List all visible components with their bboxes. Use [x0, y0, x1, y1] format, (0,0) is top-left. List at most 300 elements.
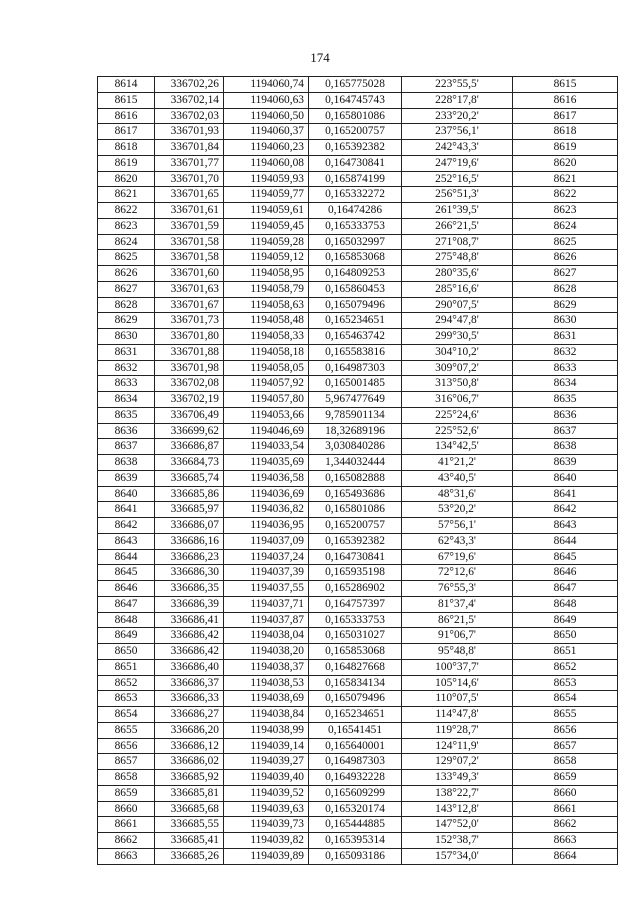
- x-coordinate-cell: 336686,33: [155, 691, 224, 707]
- table-row: [98, 549, 618, 565]
- x-coordinate-cell: 336701,58: [155, 234, 224, 250]
- table-row: [98, 612, 618, 628]
- y-coordinate-cell: 1194036,69: [224, 486, 309, 502]
- distance-cell: 0,165609299: [309, 785, 402, 801]
- direction-angle-cell: 285°16,6': [402, 281, 513, 297]
- x-coordinate-cell: 336686,87: [155, 439, 224, 455]
- y-coordinate-cell: 1194057,92: [224, 376, 309, 392]
- point-number-cell: 8636: [98, 423, 155, 439]
- next-point-cell: 8663: [513, 833, 618, 849]
- distance-cell: 0,165463742: [309, 329, 402, 345]
- next-point-cell: 8624: [513, 218, 618, 234]
- point-number-cell: 8628: [98, 297, 155, 313]
- x-coordinate-cell: 336684,73: [155, 455, 224, 471]
- x-coordinate-cell: 336701,84: [155, 140, 224, 156]
- next-point-cell: 8647: [513, 581, 618, 597]
- direction-angle-cell: 237°56,1': [402, 124, 513, 140]
- distance-cell: 0,165200757: [309, 518, 402, 534]
- direction-angle-cell: 309°07,2': [402, 360, 513, 376]
- table-row: [98, 360, 618, 376]
- y-coordinate-cell: 1194060,23: [224, 140, 309, 156]
- distance-cell: 0,165079496: [309, 691, 402, 707]
- distance-cell: 0,165801086: [309, 502, 402, 518]
- direction-angle-cell: 225°52,6': [402, 423, 513, 439]
- x-coordinate-cell: 336701,77: [155, 155, 224, 171]
- distance-cell: 0,164745743: [309, 92, 402, 108]
- next-point-cell: 8615: [513, 77, 618, 93]
- next-point-cell: 8616: [513, 92, 618, 108]
- y-coordinate-cell: 1194039,27: [224, 754, 309, 770]
- next-point-cell: 8622: [513, 187, 618, 203]
- table-row: [98, 423, 618, 439]
- next-point-cell: 8650: [513, 628, 618, 644]
- y-coordinate-cell: 1194038,37: [224, 659, 309, 675]
- distance-cell: 0,164987303: [309, 360, 402, 376]
- y-coordinate-cell: 1194053,66: [224, 407, 309, 423]
- point-number-cell: 8625: [98, 250, 155, 266]
- point-number-cell: 8642: [98, 518, 155, 534]
- direction-angle-cell: 290°07,5': [402, 297, 513, 313]
- direction-angle-cell: 247°19,6': [402, 155, 513, 171]
- distance-cell: 0,165583816: [309, 344, 402, 360]
- table-row: [98, 628, 618, 644]
- table-row: [98, 770, 618, 786]
- next-point-cell: 8640: [513, 470, 618, 486]
- next-point-cell: 8642: [513, 502, 618, 518]
- table-row: [98, 644, 618, 660]
- x-coordinate-cell: 336702,26: [155, 77, 224, 93]
- point-number-cell: 8650: [98, 644, 155, 660]
- distance-cell: 0,164730841: [309, 155, 402, 171]
- distance-cell: 1,344032444: [309, 455, 402, 471]
- x-coordinate-cell: 336701,59: [155, 218, 224, 234]
- y-coordinate-cell: 1194058,95: [224, 266, 309, 282]
- point-number-cell: 8640: [98, 486, 155, 502]
- direction-angle-cell: 316°06,7': [402, 392, 513, 408]
- x-coordinate-cell: 336686,23: [155, 549, 224, 565]
- next-point-cell: 8657: [513, 738, 618, 754]
- point-number-cell: 8627: [98, 281, 155, 297]
- y-coordinate-cell: 1194036,82: [224, 502, 309, 518]
- distance-cell: 0,165640001: [309, 738, 402, 754]
- x-coordinate-cell: 336701,98: [155, 360, 224, 376]
- point-number-cell: 8618: [98, 140, 155, 156]
- y-coordinate-cell: 1194037,39: [224, 565, 309, 581]
- table-row: [98, 171, 618, 187]
- table-row: [98, 155, 618, 171]
- point-number-cell: 8621: [98, 187, 155, 203]
- distance-cell: 0,165031027: [309, 628, 402, 644]
- x-coordinate-cell: 336706,49: [155, 407, 224, 423]
- x-coordinate-cell: 336686,35: [155, 581, 224, 597]
- y-coordinate-cell: 1194037,55: [224, 581, 309, 597]
- x-coordinate-cell: 336686,41: [155, 612, 224, 628]
- point-number-cell: 8641: [98, 502, 155, 518]
- distance-cell: 0,165200757: [309, 124, 402, 140]
- direction-angle-cell: 252°16,5': [402, 171, 513, 187]
- direction-angle-cell: 233°20,2': [402, 108, 513, 124]
- table-row: [98, 218, 618, 234]
- next-point-cell: 8653: [513, 675, 618, 691]
- point-number-cell: 8626: [98, 266, 155, 282]
- point-number-cell: 8652: [98, 675, 155, 691]
- distance-cell: 0,165234651: [309, 707, 402, 723]
- next-point-cell: 8644: [513, 533, 618, 549]
- y-coordinate-cell: 1194039,63: [224, 801, 309, 817]
- y-coordinate-cell: 1194039,40: [224, 770, 309, 786]
- x-coordinate-cell: 336685,92: [155, 770, 224, 786]
- y-coordinate-cell: 1194033,54: [224, 439, 309, 455]
- table-row: [98, 297, 618, 313]
- table-row: [98, 785, 618, 801]
- x-coordinate-cell: 336701,63: [155, 281, 224, 297]
- distance-cell: 0,165332272: [309, 187, 402, 203]
- x-coordinate-cell: 336702,08: [155, 376, 224, 392]
- table-row: [98, 691, 618, 707]
- next-point-cell: 8637: [513, 423, 618, 439]
- next-point-cell: 8661: [513, 801, 618, 817]
- point-number-cell: 8655: [98, 722, 155, 738]
- next-point-cell: 8626: [513, 250, 618, 266]
- y-coordinate-cell: 1194059,12: [224, 250, 309, 266]
- distance-cell: 0,16474286: [309, 203, 402, 219]
- table-row: [98, 596, 618, 612]
- distance-cell: 0,165234651: [309, 313, 402, 329]
- distance-cell: 0,164932228: [309, 770, 402, 786]
- distance-cell: 0,165860453: [309, 281, 402, 297]
- direction-angle-cell: 242°43,3': [402, 140, 513, 156]
- table-row: [98, 754, 618, 770]
- distance-cell: 0,164987303: [309, 754, 402, 770]
- distance-cell: 0,165082888: [309, 470, 402, 486]
- x-coordinate-cell: 336686,42: [155, 644, 224, 660]
- y-coordinate-cell: 1194057,80: [224, 392, 309, 408]
- distance-cell: 0,165392382: [309, 533, 402, 549]
- next-point-cell: 8649: [513, 612, 618, 628]
- table-row: [98, 518, 618, 534]
- x-coordinate-cell: 336702,14: [155, 92, 224, 108]
- distance-cell: 0,165775028: [309, 77, 402, 93]
- x-coordinate-cell: 336686,16: [155, 533, 224, 549]
- direction-angle-cell: 43°40,5': [402, 470, 513, 486]
- x-coordinate-cell: 336685,41: [155, 833, 224, 849]
- point-number-cell: 8631: [98, 344, 155, 360]
- direction-angle-cell: 134°42,5': [402, 439, 513, 455]
- y-coordinate-cell: 1194059,93: [224, 171, 309, 187]
- point-number-cell: 8657: [98, 754, 155, 770]
- table-row: [98, 455, 618, 471]
- y-coordinate-cell: 1194059,61: [224, 203, 309, 219]
- point-number-cell: 8651: [98, 659, 155, 675]
- y-coordinate-cell: 1194060,37: [224, 124, 309, 140]
- direction-angle-cell: 223°55,5': [402, 77, 513, 93]
- table-row: [98, 313, 618, 329]
- x-coordinate-cell: 336686,20: [155, 722, 224, 738]
- x-coordinate-cell: 336686,42: [155, 628, 224, 644]
- y-coordinate-cell: 1194038,04: [224, 628, 309, 644]
- x-coordinate-cell: 336686,27: [155, 707, 224, 723]
- point-number-cell: 8617: [98, 124, 155, 140]
- x-coordinate-cell: 336701,58: [155, 250, 224, 266]
- distance-cell: 5,967477649: [309, 392, 402, 408]
- table-row: [98, 407, 618, 423]
- point-number-cell: 8647: [98, 596, 155, 612]
- table-row: [98, 124, 618, 140]
- distance-cell: 0,165853068: [309, 250, 402, 266]
- table-row: [98, 250, 618, 266]
- y-coordinate-cell: 1194060,74: [224, 77, 309, 93]
- y-coordinate-cell: 1194036,95: [224, 518, 309, 534]
- point-number-cell: 8632: [98, 360, 155, 376]
- next-point-cell: 8618: [513, 124, 618, 140]
- distance-cell: 0,165853068: [309, 644, 402, 660]
- x-coordinate-cell: 336685,26: [155, 848, 224, 864]
- x-coordinate-cell: 336701,67: [155, 297, 224, 313]
- direction-angle-cell: 105°14,6': [402, 675, 513, 691]
- y-coordinate-cell: 1194035,69: [224, 455, 309, 471]
- point-number-cell: 8629: [98, 313, 155, 329]
- next-point-cell: 8631: [513, 329, 618, 345]
- table-row: [98, 266, 618, 282]
- next-point-cell: 8621: [513, 171, 618, 187]
- direction-angle-cell: 81°37,4': [402, 596, 513, 612]
- next-point-cell: 8645: [513, 549, 618, 565]
- table-body: [98, 77, 618, 865]
- point-number-cell: 8616: [98, 108, 155, 124]
- next-point-cell: 8634: [513, 376, 618, 392]
- next-point-cell: 8638: [513, 439, 618, 455]
- point-number-cell: 8662: [98, 833, 155, 849]
- table-row: [98, 234, 618, 250]
- x-coordinate-cell: 336685,74: [155, 470, 224, 486]
- distance-cell: 0,165392382: [309, 140, 402, 156]
- page-number: 174: [310, 50, 330, 65]
- x-coordinate-cell: 336702,03: [155, 108, 224, 124]
- next-point-cell: 8628: [513, 281, 618, 297]
- x-coordinate-cell: 336686,37: [155, 675, 224, 691]
- distance-cell: 0,164827668: [309, 659, 402, 675]
- direction-angle-cell: 100°37,7': [402, 659, 513, 675]
- x-coordinate-cell: 336686,07: [155, 518, 224, 534]
- table-row: [98, 707, 618, 723]
- y-coordinate-cell: 1194039,82: [224, 833, 309, 849]
- x-coordinate-cell: 336701,65: [155, 187, 224, 203]
- direction-angle-cell: 95°48,8': [402, 644, 513, 660]
- direction-angle-cell: 313°50,8': [402, 376, 513, 392]
- table-row: [98, 329, 618, 345]
- y-coordinate-cell: 1194060,63: [224, 92, 309, 108]
- x-coordinate-cell: 336685,68: [155, 801, 224, 817]
- distance-cell: 0,165093186: [309, 848, 402, 864]
- point-number-cell: 8648: [98, 612, 155, 628]
- x-coordinate-cell: 336699,62: [155, 423, 224, 439]
- coordinates-table: [97, 76, 618, 865]
- point-number-cell: 8623: [98, 218, 155, 234]
- direction-angle-cell: 280°35,6': [402, 266, 513, 282]
- y-coordinate-cell: 1194038,53: [224, 675, 309, 691]
- y-coordinate-cell: 1194058,48: [224, 313, 309, 329]
- y-coordinate-cell: 1194038,99: [224, 722, 309, 738]
- direction-angle-cell: 124°11,9': [402, 738, 513, 754]
- table-row: [98, 675, 618, 691]
- table-row: [98, 801, 618, 817]
- distance-cell: 0,165801086: [309, 108, 402, 124]
- direction-angle-cell: 275°48,8': [402, 250, 513, 266]
- direction-angle-cell: 228°17,8': [402, 92, 513, 108]
- table-row: [98, 581, 618, 597]
- next-point-cell: 8664: [513, 848, 618, 864]
- point-number-cell: 8659: [98, 785, 155, 801]
- table-row: [98, 533, 618, 549]
- distance-cell: 0,164757397: [309, 596, 402, 612]
- distance-cell: 0,16541451: [309, 722, 402, 738]
- distance-cell: 9,785901134: [309, 407, 402, 423]
- direction-angle-cell: 271°08,7': [402, 234, 513, 250]
- y-coordinate-cell: 1194046,69: [224, 423, 309, 439]
- next-point-cell: 8660: [513, 785, 618, 801]
- table-row: [98, 392, 618, 408]
- next-point-cell: 8636: [513, 407, 618, 423]
- next-point-cell: 8643: [513, 518, 618, 534]
- table-row: [98, 659, 618, 675]
- point-number-cell: 8639: [98, 470, 155, 486]
- next-point-cell: 8620: [513, 155, 618, 171]
- next-point-cell: 8641: [513, 486, 618, 502]
- y-coordinate-cell: 1194058,79: [224, 281, 309, 297]
- point-number-cell: 8637: [98, 439, 155, 455]
- next-point-cell: 8648: [513, 596, 618, 612]
- x-coordinate-cell: 336685,97: [155, 502, 224, 518]
- y-coordinate-cell: 1194036,58: [224, 470, 309, 486]
- x-coordinate-cell: 336685,86: [155, 486, 224, 502]
- next-point-cell: 8651: [513, 644, 618, 660]
- point-number-cell: 8622: [98, 203, 155, 219]
- next-point-cell: 8617: [513, 108, 618, 124]
- next-point-cell: 8629: [513, 297, 618, 313]
- point-number-cell: 8661: [98, 817, 155, 833]
- point-number-cell: 8663: [98, 848, 155, 864]
- distance-cell: 0,165333753: [309, 218, 402, 234]
- direction-angle-cell: 133°49,3': [402, 770, 513, 786]
- table-row: [98, 140, 618, 156]
- next-point-cell: 8627: [513, 266, 618, 282]
- next-point-cell: 8619: [513, 140, 618, 156]
- y-coordinate-cell: 1194058,05: [224, 360, 309, 376]
- table-row: [98, 848, 618, 864]
- x-coordinate-cell: 336701,80: [155, 329, 224, 345]
- distance-cell: 3,030840286: [309, 439, 402, 455]
- direction-angle-cell: 143°12,8': [402, 801, 513, 817]
- y-coordinate-cell: 1194059,77: [224, 187, 309, 203]
- x-coordinate-cell: 336686,39: [155, 596, 224, 612]
- y-coordinate-cell: 1194038,20: [224, 644, 309, 660]
- point-number-cell: 8653: [98, 691, 155, 707]
- point-number-cell: 8614: [98, 77, 155, 93]
- point-number-cell: 8630: [98, 329, 155, 345]
- x-coordinate-cell: 336701,73: [155, 313, 224, 329]
- direction-angle-cell: 62°43,3': [402, 533, 513, 549]
- point-number-cell: 8646: [98, 581, 155, 597]
- y-coordinate-cell: 1194058,33: [224, 329, 309, 345]
- y-coordinate-cell: 1194058,63: [224, 297, 309, 313]
- y-coordinate-cell: 1194059,28: [224, 234, 309, 250]
- x-coordinate-cell: 336686,12: [155, 738, 224, 754]
- point-number-cell: 8656: [98, 738, 155, 754]
- y-coordinate-cell: 1194037,09: [224, 533, 309, 549]
- y-coordinate-cell: 1194038,69: [224, 691, 309, 707]
- next-point-cell: 8654: [513, 691, 618, 707]
- x-coordinate-cell: 336701,60: [155, 266, 224, 282]
- next-point-cell: 8646: [513, 565, 618, 581]
- distance-cell: 0,165444885: [309, 817, 402, 833]
- table-row: [98, 738, 618, 754]
- direction-angle-cell: 147°52,0': [402, 817, 513, 833]
- point-number-cell: 8660: [98, 801, 155, 817]
- next-point-cell: 8656: [513, 722, 618, 738]
- y-coordinate-cell: 1194039,52: [224, 785, 309, 801]
- direction-angle-cell: 119°28,7': [402, 722, 513, 738]
- point-number-cell: 8644: [98, 549, 155, 565]
- point-number-cell: 8649: [98, 628, 155, 644]
- point-number-cell: 8634: [98, 392, 155, 408]
- direction-angle-cell: 114°47,8': [402, 707, 513, 723]
- point-number-cell: 8654: [98, 707, 155, 723]
- x-coordinate-cell: 336685,81: [155, 785, 224, 801]
- next-point-cell: 8632: [513, 344, 618, 360]
- table-row: [98, 833, 618, 849]
- x-coordinate-cell: 336686,30: [155, 565, 224, 581]
- y-coordinate-cell: 1194060,08: [224, 155, 309, 171]
- distance-cell: 0,165493686: [309, 486, 402, 502]
- table-row: [98, 439, 618, 455]
- direction-angle-cell: 48°31,6': [402, 486, 513, 502]
- distance-cell: 0,165935198: [309, 565, 402, 581]
- direction-angle-cell: 299°30,5': [402, 329, 513, 345]
- distance-cell: 0,164809253: [309, 266, 402, 282]
- distance-cell: 18,32689196: [309, 423, 402, 439]
- point-number-cell: 8645: [98, 565, 155, 581]
- y-coordinate-cell: 1194059,45: [224, 218, 309, 234]
- x-coordinate-cell: 336686,02: [155, 754, 224, 770]
- y-coordinate-cell: 1194037,24: [224, 549, 309, 565]
- direction-angle-cell: 129°07,2': [402, 754, 513, 770]
- point-number-cell: 8619: [98, 155, 155, 171]
- table-row: [98, 203, 618, 219]
- x-coordinate-cell: 336701,93: [155, 124, 224, 140]
- point-number-cell: 8624: [98, 234, 155, 250]
- next-point-cell: 8639: [513, 455, 618, 471]
- direction-angle-cell: 304°10,2': [402, 344, 513, 360]
- table-row: [98, 376, 618, 392]
- next-point-cell: 8662: [513, 817, 618, 833]
- next-point-cell: 8659: [513, 770, 618, 786]
- table-row: [98, 281, 618, 297]
- direction-angle-cell: 261°39,5': [402, 203, 513, 219]
- direction-angle-cell: 76°55,3': [402, 581, 513, 597]
- next-point-cell: 8633: [513, 360, 618, 376]
- table-row: [98, 722, 618, 738]
- point-number-cell: 8633: [98, 376, 155, 392]
- y-coordinate-cell: 1194039,89: [224, 848, 309, 864]
- y-coordinate-cell: 1194039,14: [224, 738, 309, 754]
- direction-angle-cell: 266°21,5': [402, 218, 513, 234]
- point-number-cell: 8638: [98, 455, 155, 471]
- next-point-cell: 8658: [513, 754, 618, 770]
- distance-cell: 0,165395314: [309, 833, 402, 849]
- table-row: [98, 470, 618, 486]
- table-row: [98, 344, 618, 360]
- distance-cell: 0,165001485: [309, 376, 402, 392]
